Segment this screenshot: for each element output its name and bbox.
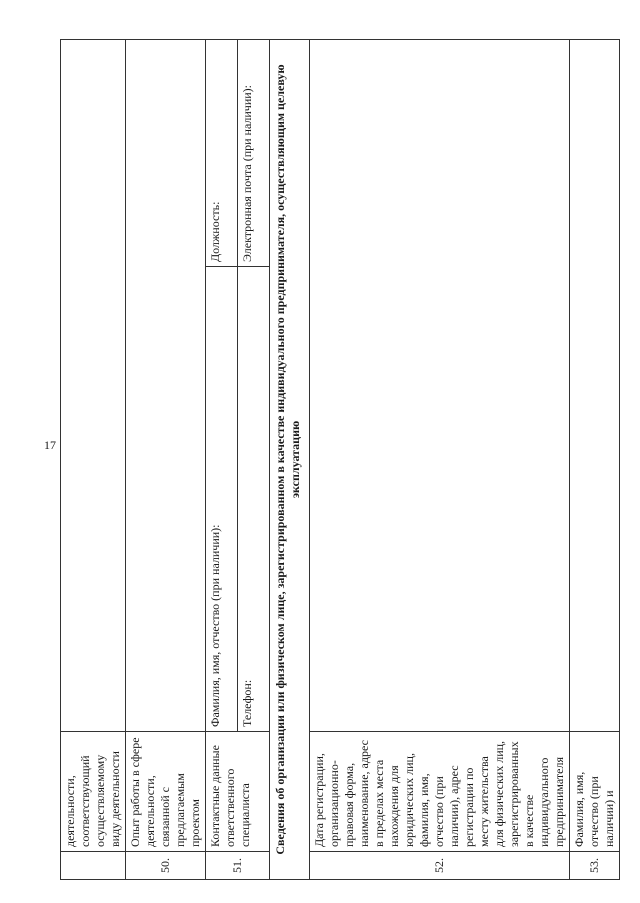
email-field: Электронная почта (при наличии): xyxy=(238,40,270,267)
row-label: Дата регистрации, организационно-правовая форма, наименование, адрес в пределах места нахождения для юридических лиц, фамилия, имя, отчество (при наличии), адрес регистрации по месту жительства для физических лиц, зарегистрированных в качестве индивидуального предпринимателя xyxy=(310,732,570,852)
phone-field: Телефон: xyxy=(238,267,270,732)
value-cell xyxy=(570,40,620,732)
value-cell xyxy=(310,40,570,732)
position-field: Должность: xyxy=(206,40,238,267)
row-label: Фамилия, имя, отчество (при наличии) и xyxy=(570,732,620,852)
section-title: Сведения об организации или физическом лице, зарегистрированном в качестве индивидуального предпринимателя, осуществляющим целевую эксплуатацию xyxy=(270,40,310,880)
fio-field: Фамилия, имя, отчество (при наличии): xyxy=(206,267,238,732)
row-label: Контактные данные ответственного специалиста xyxy=(206,732,270,852)
row-number: 52. xyxy=(310,852,570,880)
table-row xyxy=(61,40,126,880)
row-number: 53. xyxy=(570,852,620,880)
row-label: Опыт работы в сфере деятельности, связанной с предлагаемым проектом xyxy=(126,732,206,852)
section-row xyxy=(270,40,310,880)
row-label: деятельности, соответствующий осуществляемому виду деятельности xyxy=(61,732,126,852)
value-cell xyxy=(126,40,206,732)
row-number: 51. xyxy=(206,852,270,880)
table-row xyxy=(570,40,620,880)
rotated-form-table xyxy=(60,40,616,880)
row-number: 50. xyxy=(126,852,206,880)
table-row xyxy=(206,40,238,880)
project-form-table xyxy=(60,39,620,880)
value-cell xyxy=(61,40,126,732)
table-row xyxy=(310,40,570,880)
table-row xyxy=(126,40,206,880)
page-number: 17 xyxy=(44,438,56,452)
